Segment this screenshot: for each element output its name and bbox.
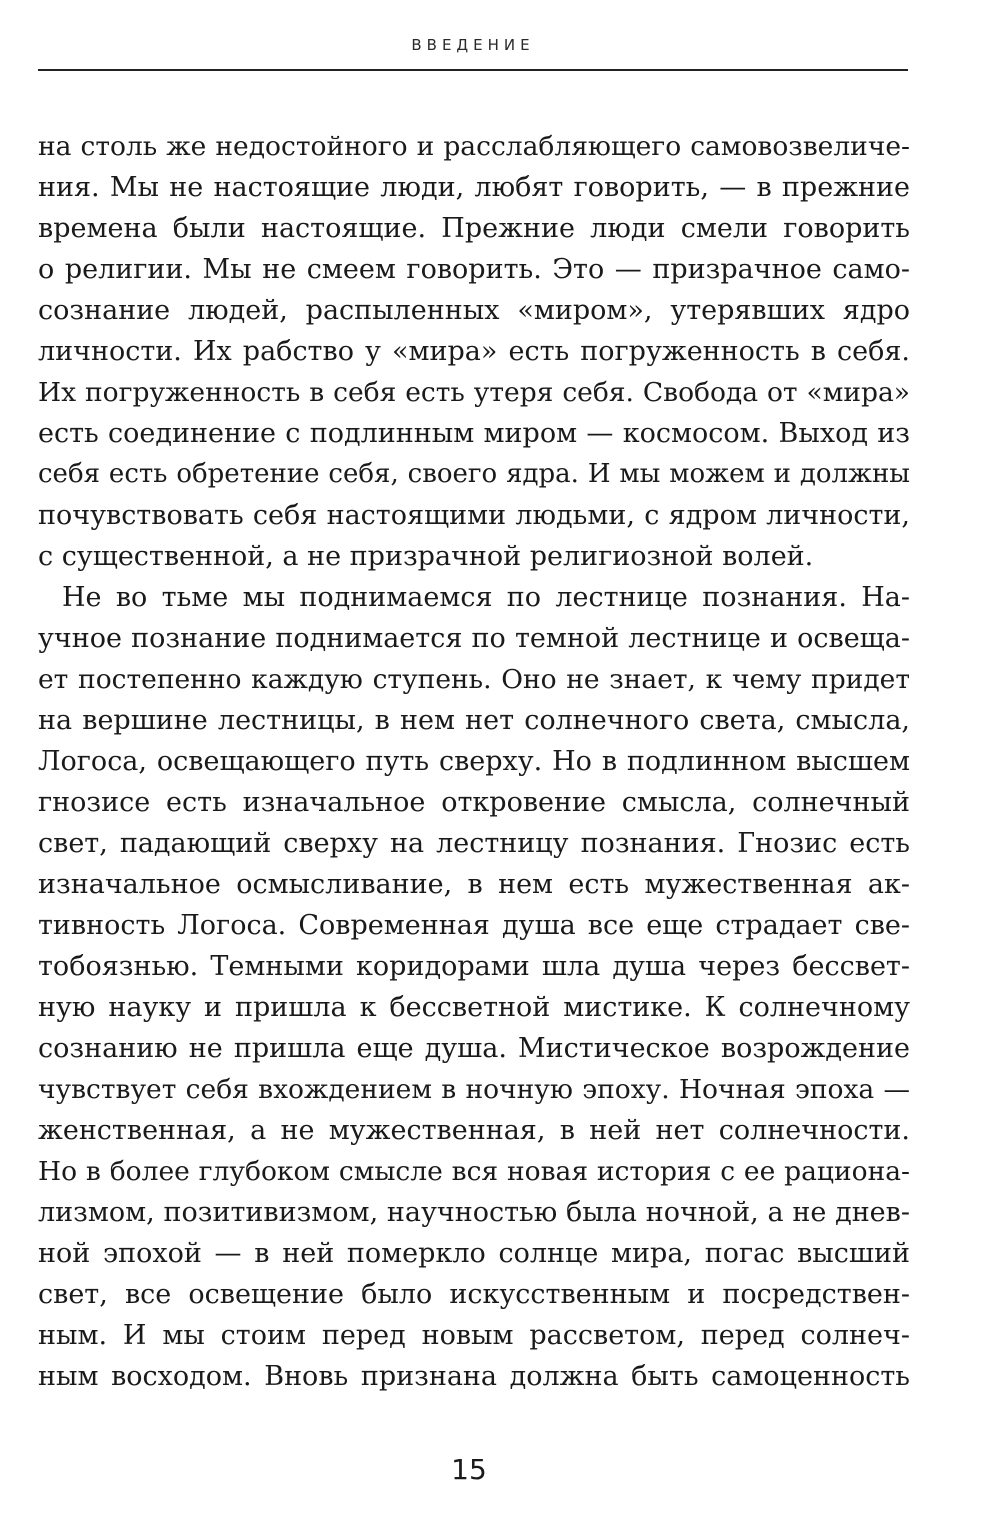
text-line: личности. Их рабство у «мира» есть погруженность в себя. [38,336,910,367]
text-line: женственная, а не мужественная, в ней нет солнечности. [38,1115,910,1146]
body-text [38,126,910,1397]
text-line: ным. И мы стоим перед новым рассветом, перед солнеч- [38,1320,910,1351]
text-line: ным восходом. Вновь признана должна быть самоценность [38,1361,910,1392]
page-number: 15 [451,1453,487,1486]
text-line: лизмом, позитивизмом, научностью была ночной, а не днев- [38,1197,910,1228]
text-line: изначальное осмысливание, в нем есть мужественная ак- [38,869,910,900]
text-line: ной эпохой — в ней померкло солнце мира, погас высший [38,1238,910,1269]
text-line: ния. Мы не настоящие люди, любят говорить, — в прежние [38,172,910,203]
text-line: сознание людей, распыленных «миром», утерявших ядро [38,295,910,326]
text-line: на вершине лестницы, в нем нет солнечного света, смысла, [38,705,910,736]
text-line: Не во тьме мы поднимаемся по лестнице познания. На- [62,582,910,613]
text-line: ет постепенно каждую ступень. Оно не знает, к чему придет [38,664,910,695]
header-rule [38,69,908,71]
text-line: гнозисе есть изначальное откровение смысла, солнечный [38,787,910,818]
text-line: почувствовать себя настоящими людьми, с ядром личности, [38,500,910,531]
text-line: себя есть обретение себя, своего ядра. И мы можем и должны [38,459,910,489]
paragraph-2 [38,577,910,1397]
text-line: свет, падающий сверху на лестницу познания. Гнозис есть [38,828,910,859]
text-line: на столь же недостойного и расслабляющего самовозвеличе- [38,131,910,162]
text-line: есть соединение с подлинным миром — космосом. Выход из [38,418,910,449]
running-head-title: ВВЕДЕНИЕ [411,36,535,54]
text-line: свет, все освещение было искусственным и посредствен- [38,1279,910,1310]
paragraph-1 [38,126,910,577]
text-line: учное познание поднимается по темной лестнице и освеща- [38,623,910,654]
text-line: о религии. Мы не смеем говорить. Это — призрачное само- [38,254,910,285]
text-line: тивность Логоса. Современная душа все еще страдает све- [38,910,910,941]
text-line: Их погруженность в себя есть утеря себя. Свобода от «мира» [38,377,910,408]
text-line: Логоса, освещающего путь сверху. Но в подлинном высшем [38,746,910,777]
text-line: чувствует себя вхождением в ночную эпоху. Ночная эпоха — [38,1074,910,1105]
text-line: времена были настоящие. Прежние люди смели говорить [38,213,910,244]
text-line: Но в более глубоком смысле вся новая история с ее рациона- [38,1156,910,1187]
text-line: с существенной, а не призрачной религиозной волей. [38,541,814,572]
text-line: сознанию не пришла еще душа. Мистическое возрождение [38,1033,910,1064]
text-line: ную науку и пришла к бессветной мистике. К солнечному [38,992,910,1023]
text-line: тобоязнью. Темными коридорами шла душа через бессвет- [38,951,910,982]
